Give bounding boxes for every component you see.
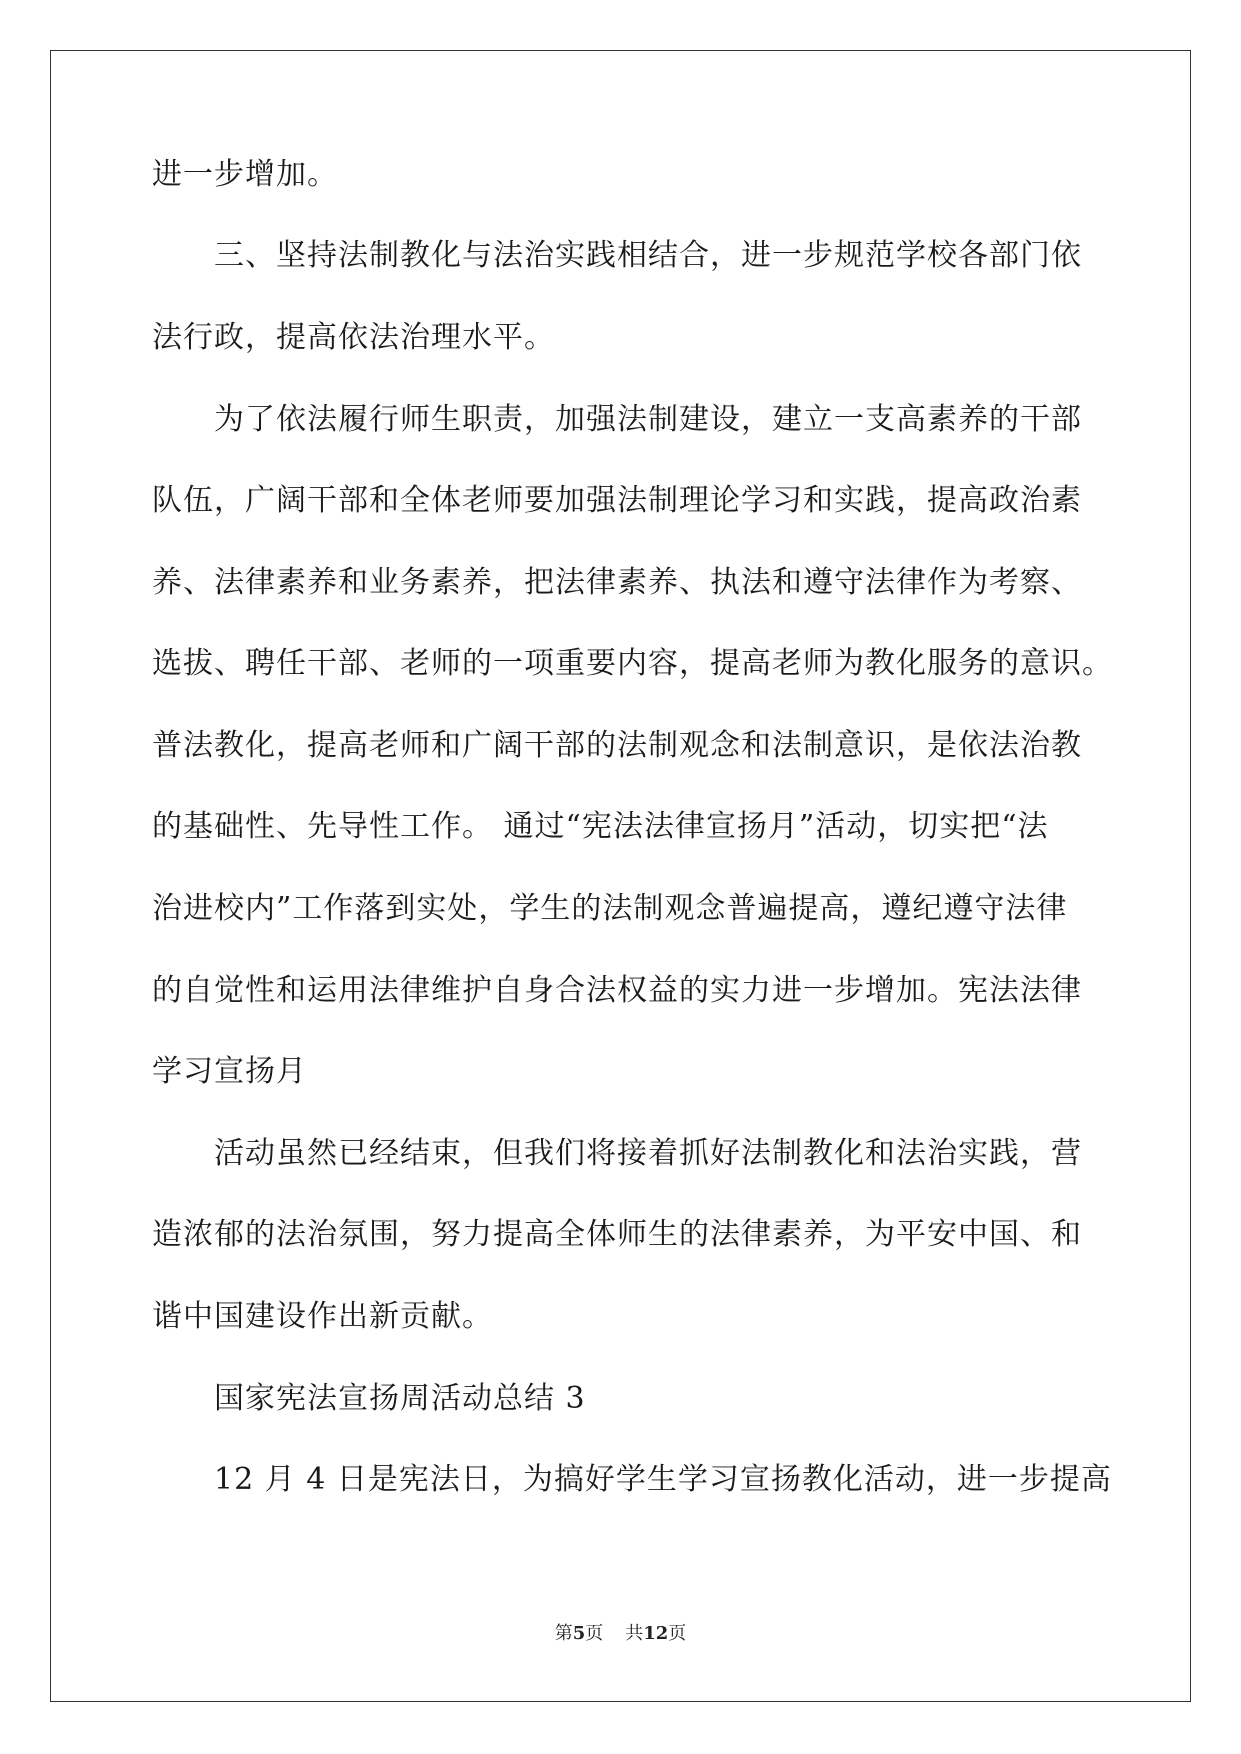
text-line: 学习宣扬月 [152, 1054, 307, 1089]
text-line: 造浓郁的法治氛围，努力提高全体师生的法律素养，为平安中国、和 [152, 1217, 1082, 1252]
page-border [50, 50, 1191, 1702]
text-line: 的基础性、先导性工作。 通过“宪法法律宣扬月”活动，切实把“法 [152, 809, 1049, 844]
text-line: 养、法律素养和业务素养，把法律素养、执法和遵守法律作为考察、 [152, 565, 1082, 600]
text-line: 选拔、聘任干部、老师的一项重要内容，提高老师为教化服务的意识。 [152, 646, 1113, 681]
page-footer [0, 1619, 1241, 1645]
footer-total-suffix: 页 [668, 1623, 687, 1644]
total-pages: 12 [643, 1623, 669, 1644]
paragraph-start: 活动虽然已经结束，但我们将接着抓好法制教化和法治实践，营 [214, 1136, 1082, 1171]
text-line: 队伍，广阔干部和全体老师要加强法制理论学习和实践，提高政治素 [152, 483, 1082, 518]
text-line: 的自觉性和运用法律维护自身合法权益的实力进一步增加。宪法法律 [152, 973, 1082, 1008]
paragraph-start: 12 月 4 日是宪法日，为搞好学生学习宣扬教化活动，进一步提高 [214, 1462, 1112, 1497]
footer-prefix: 第 [554, 1623, 573, 1644]
page-number: 5 [572, 1623, 586, 1644]
section-title: 国家宪法宣扬周活动总结 3 [214, 1381, 586, 1416]
text-line: 治进校内”工作落到实处，学生的法制观念普遍提高，遵纪遵守法律 [152, 891, 1068, 926]
footer-page-suffix: 页 [585, 1623, 604, 1644]
text-line: 法行政，提高依法治理水平。 [152, 320, 555, 355]
footer-total-prefix: 共 [625, 1623, 644, 1644]
text-line: 普法教化，提高老师和广阔干部的法制观念和法制意识，是依法治教 [152, 728, 1082, 763]
text-line: 进一步增加。 [152, 157, 338, 192]
paragraph-start: 为了依法履行师生职责，加强法制建设，建立一支高素养的干部 [214, 402, 1082, 437]
section-heading: 三、坚持法制教化与法治实践相结合，进一步规范学校各部门依 [214, 238, 1082, 273]
text-line: 谐中国建设作出新贡献。 [152, 1299, 493, 1334]
